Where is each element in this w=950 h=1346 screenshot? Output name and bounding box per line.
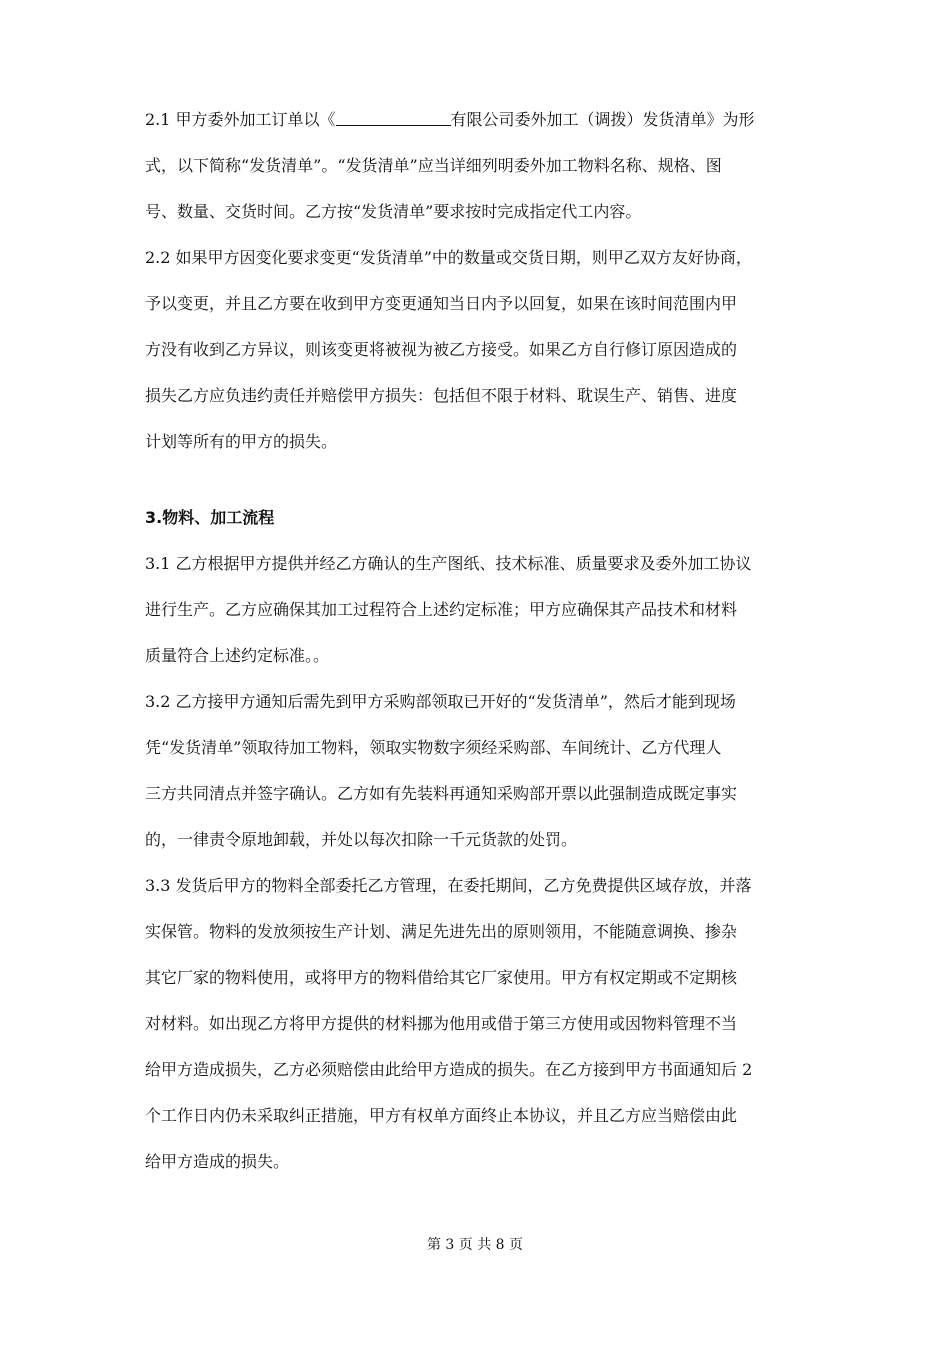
clause-2-2-line: 损失乙方应负违约责任并赔偿甲方损失：包括但不限于材料、耽误生产、销售、进度 xyxy=(145,386,738,405)
clause-2-2-line: 予以变更，并且乙方要在收到甲方变更通知当日内予以回复，如果在该时间范围内甲 xyxy=(145,294,738,313)
clause-3-3-line: 给甲方造成的损失。 xyxy=(145,1152,290,1171)
company-name-blank xyxy=(336,111,451,126)
clause-2-2-line: 2.2 如果甲方因变化要求变更“发货清单”中的数量或交货日期，则甲乙双方友好协商， xyxy=(145,248,752,267)
clause-3-3-line: 对材料。如出现乙方将甲方提供的材料挪为他用或借于第三方使用或因物料管理不当 xyxy=(145,1014,738,1033)
clause-2-1-line xyxy=(145,97,813,143)
clause-3-3 xyxy=(145,863,813,1185)
clause-2-1 xyxy=(145,97,813,235)
clause-3-2-line: 的，一律责令原地卸载，并处以每次扣除一千元货款的处罚。 xyxy=(145,830,578,849)
clause-2-2 xyxy=(145,235,813,465)
clause-3-3-line: 其它厂家的物料使用，或将甲方的物料借给其它厂家使用。甲方有权定期或不定期核 xyxy=(145,968,738,987)
document-body xyxy=(145,97,813,1185)
page-number-footer: 第 3 页 共 8 页 xyxy=(426,1237,524,1253)
clause-3-1 xyxy=(145,541,813,679)
section-3-heading: 3.物料、加工流程 xyxy=(145,508,275,527)
clause-2-2-line: 计划等所有的甲方的损失。 xyxy=(145,432,338,451)
clause-2-1-line: 号、数量、交货时间。乙方按“发货清单”要求按时完成指定代工内容。 xyxy=(145,202,642,221)
clause-3-3-line: 给甲方造成损失，乙方必须赔偿由此给甲方造成的损失。在乙方接到甲方书面通知后 2 xyxy=(145,1060,753,1079)
clause-2-1-text-after-blank: 有限公司委外加工（调拨）发货清单》为形 xyxy=(450,110,755,129)
clause-3-1-line: 质量符合上述约定标准。。 xyxy=(145,646,330,665)
clause-3-3-line: 个工作日内仍未采取纠正措施，甲方有权单方面终止本协议，并且乙方应当赔偿由此 xyxy=(145,1106,738,1125)
clause-3-1-line: 进行生产。乙方应确保其加工过程符合上述约定标准；甲方应确保其产品技术和材料 xyxy=(145,600,738,619)
clause-3-2-line: 凭“发货清单”领取待加工物料，领取实物数字须经采购部、车间统计、乙方代理人 xyxy=(145,738,722,757)
clause-2-1-text-before-blank: 2.1 甲方委外加工订单以《 xyxy=(145,110,336,129)
clause-2-1-line: 式，以下简称“发货清单”。“发货清单”应当详细列明委外加工物料名称、规格、图 xyxy=(145,156,722,175)
clause-3-3-line: 3.3 发货后甲方的物料全部委托乙方管理，在委托期间，乙方免费提供区域存放，并落 xyxy=(145,876,752,895)
clause-2-2-line: 方没有收到乙方异议，则该变更将被视为被乙方接受。如果乙方自行修订原因造成的 xyxy=(145,340,738,359)
clause-3-2-line: 3.2 乙方接甲方通知后需先到甲方采购部领取已开好的“发货清单”，然后才能到现场 xyxy=(145,692,736,711)
clause-3-2-line: 三方共同清点并签字确认。乙方如有先装料再通知采购部开票以此强制造成既定事实 xyxy=(145,784,738,803)
clause-3-1-line: 3.1 乙方根据甲方提供并经乙方确认的生产图纸、技术标准、质量要求及委外加工协议 xyxy=(145,554,752,573)
clause-3-3-line: 实保管。物料的发放须按生产计划、满足先进先出的原则领用，不能随意调换、掺杂 xyxy=(145,922,738,941)
clause-3-2 xyxy=(145,679,813,863)
